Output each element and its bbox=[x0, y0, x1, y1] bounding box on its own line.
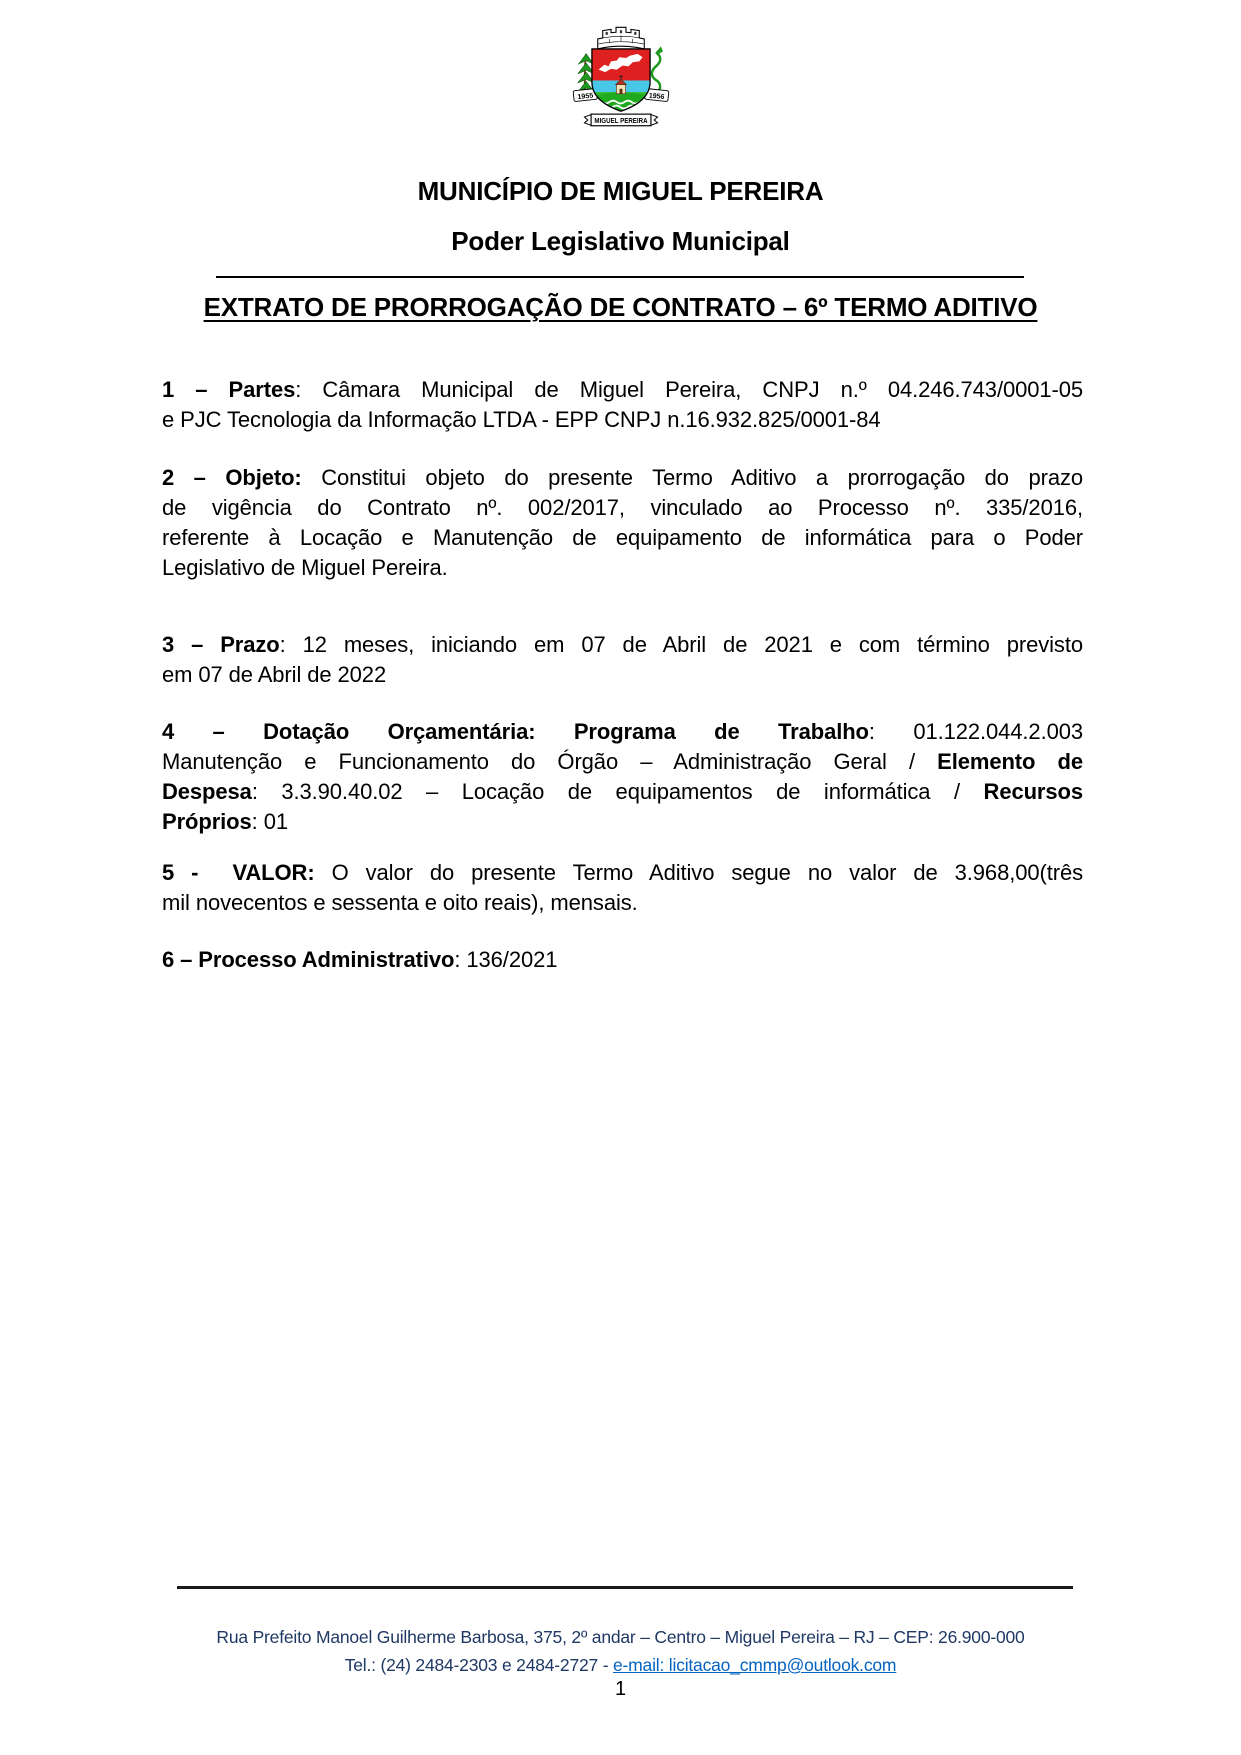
paragraph-6 bbox=[162, 945, 1083, 975]
footer-email-link[interactable]: e-mail: licitacao_cmmp@outlook.com bbox=[613, 1655, 897, 1675]
footer-divider bbox=[177, 1586, 1073, 1589]
paragraph-line: mil novecentos e sessenta e oito reais), mensais. bbox=[162, 890, 638, 915]
crest-shield bbox=[591, 49, 649, 112]
crest-banner-text: MIGUEL PEREIRA bbox=[593, 115, 648, 125]
paragraph-line: 1 – Partes: Câmara Municipal de Miguel Pereira, CNPJ n.º 04.246.743/0001-05 bbox=[162, 377, 1083, 402]
paragraph-5 bbox=[162, 858, 1083, 918]
paragraph-line: de vigência do Contrato nº. 002/2017, vinculado ao Processo nº. 335/2016, bbox=[162, 495, 1083, 520]
paragraph-line: em 07 de Abril de 2022 bbox=[162, 662, 387, 687]
paragraph-line: e PJC Tecnologia da Informação LTDA - EPP CNPJ n.16.932.825/0001-84 bbox=[162, 407, 881, 432]
footer-address: Rua Prefeito Manoel Guilherme Barbosa, 375, 2º andar – Centro – Miguel Pereira – RJ – CEP: 26.900-000 bbox=[216, 1627, 1025, 1647]
paragraph-1 bbox=[162, 375, 1083, 435]
paragraph-line: 4 – Dotação Orçamentária: Programa de Trabalho: 01.122.044.2.003 bbox=[162, 719, 1083, 744]
document-title bbox=[0, 292, 1241, 323]
paragraph-line: 3 – Prazo: 12 meses, iniciando em 07 de Abril de 2021 e com término previsto bbox=[162, 632, 1083, 657]
header-divider bbox=[216, 276, 1024, 278]
footer-phone: Tel.: (24) 2484-2303 e 2484-2727 - bbox=[344, 1655, 614, 1675]
paragraph-line: Manutenção e Funcionamento do Órgão – Administração Geral / Elemento de bbox=[162, 749, 1083, 774]
page-number: 1 bbox=[614, 1678, 627, 1700]
paragraph-3 bbox=[162, 630, 1083, 690]
header-branch: Poder Legislativo Municipal bbox=[451, 226, 790, 256]
paragraph-line: Despesa: 3.3.90.40.02 – Locação de equipamentos de informática / Recursos bbox=[162, 779, 1083, 804]
paragraph-2 bbox=[162, 463, 1083, 583]
crest-vine-right bbox=[651, 46, 662, 95]
crest-year-right: 1956 bbox=[647, 92, 665, 102]
paragraph-line: 6 – Processo Administrativo: 136/2021 bbox=[162, 947, 558, 972]
header-municipality: MUNICÍPIO DE MIGUEL PEREIRA bbox=[417, 176, 824, 206]
paragraph-line: 5 - VALOR: O valor do presente Termo Aditivo segue no valor de 3.968,00(três bbox=[162, 860, 1083, 885]
crest-banner bbox=[584, 114, 657, 126]
paragraph-line: Próprios: 01 bbox=[162, 809, 288, 834]
paragraph-4 bbox=[162, 717, 1083, 837]
paragraph-line: 2 – Objeto: Constitui objeto do presente Termo Aditivo a prorrogação do prazo bbox=[162, 465, 1083, 490]
footer-contact-line bbox=[0, 1654, 1241, 1676]
document-body bbox=[162, 375, 1083, 975]
document-title-text: EXTRATO DE PRORROGAÇÃO DE CONTRATO – 6º TERMO ADITIVO bbox=[203, 292, 1038, 322]
municipal-crest bbox=[571, 24, 671, 127]
crest-year-left: 1955 bbox=[576, 92, 594, 102]
paragraph-line: Legislativo de Miguel Pereira. bbox=[162, 555, 448, 580]
crest-crown bbox=[597, 27, 644, 49]
paragraph-line: referente à Locação e Manutenção de equipamento de informática para o Poder bbox=[162, 525, 1083, 550]
